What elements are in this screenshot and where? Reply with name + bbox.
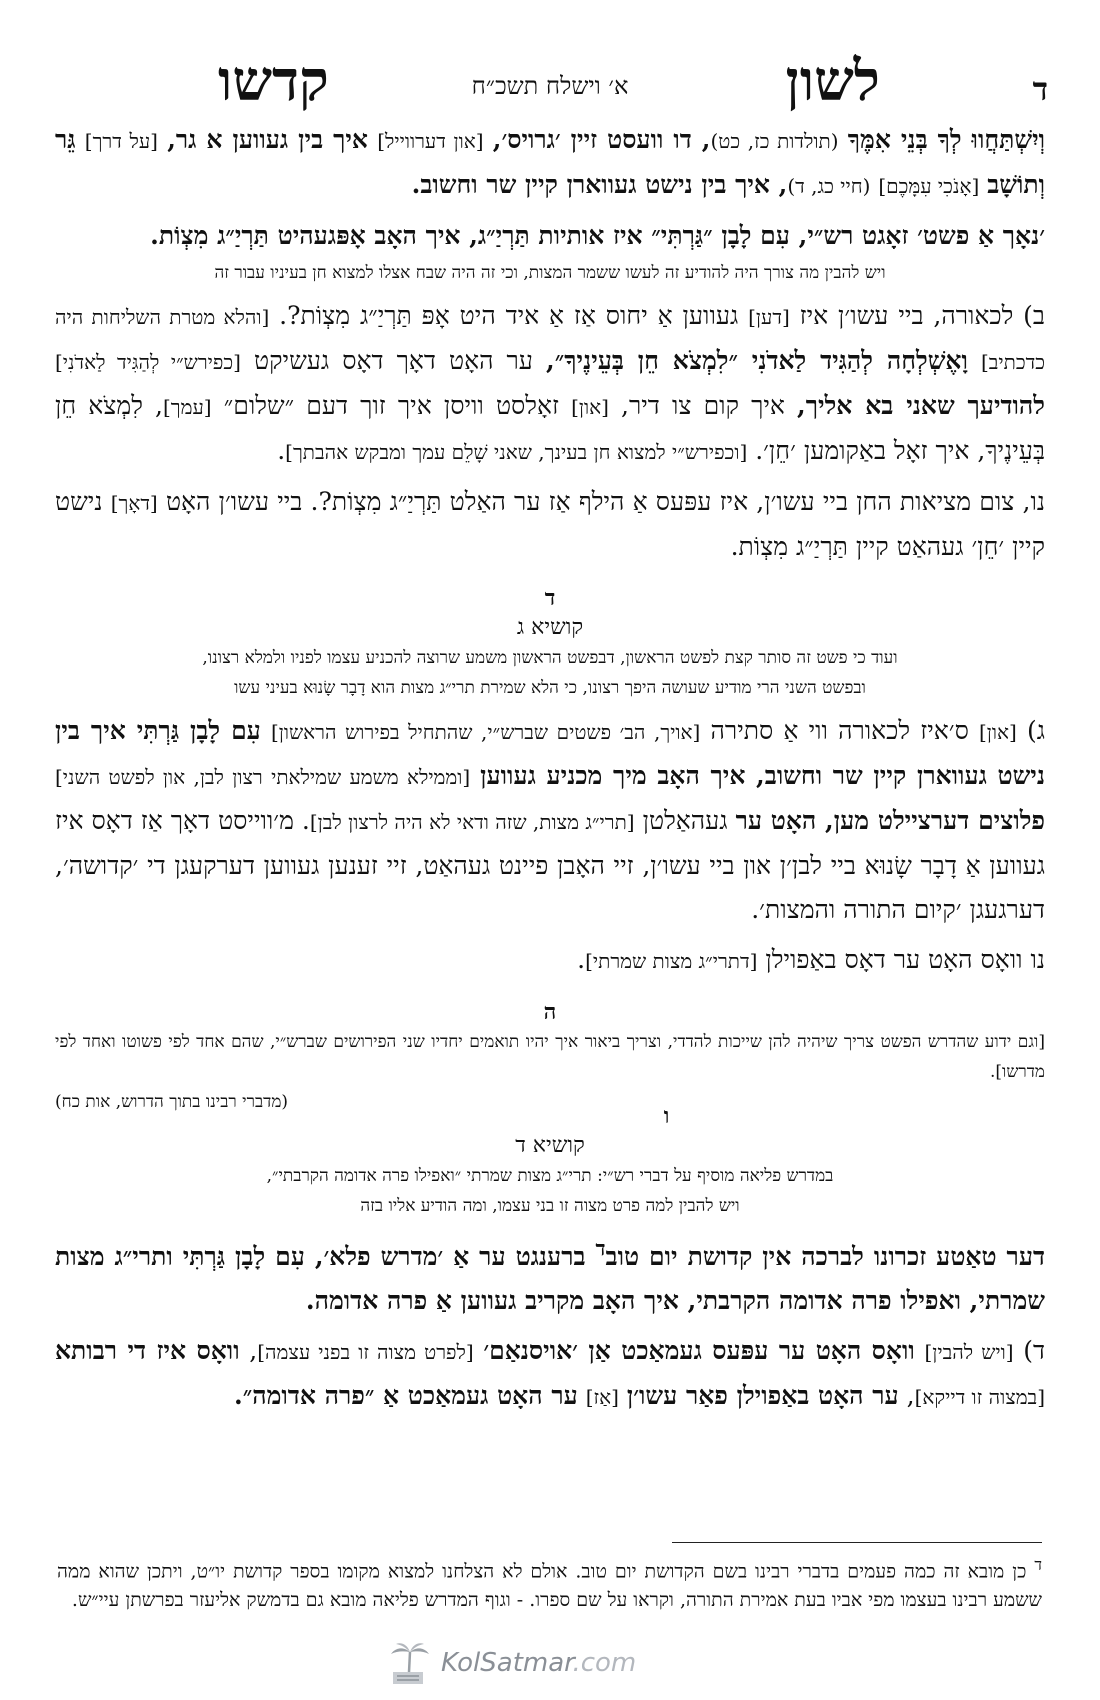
footnote: $^ד$ כן מובא זה כמה פעמים בדברי רבינו בשם הקדושת יום טוב. אולם לא הצלחנו למצוא מקומו בספר קדושת יו״ט, ויתכן שהוא ממה ששמע רבינו בעצמו מפי אביו בעת אמירת התורה, וקראו על שם ספרו. - וגוף המדרש פליאה מובא גם בדמשק אליעזר בפרשתן עיי״ש. [57, 1555, 1042, 1612]
question-heading: קושיא ד [515, 1133, 585, 1158]
footnote-divider [672, 1542, 1042, 1543]
paragraph: וְיִשְׁתַּחֲווּ לְךָ בְּנֵי אִמֶּךָ (תולדות כז, כט), דו וועסט זיין ׳גרויס׳, [און דערווייל] איך בין געווען א גר, [על דרך] גֵּר וְתוֹשָׁב [אָנֹכִי עִמָּכֶם] (חיי כג, ד), איך בין נישט געווארן קיין שר וחשוב. [55, 125, 1046, 199]
paragraph: ב) לכאורה, ביי עשו׳ן איז [דען] געווען אַ יחוס אַז אַ איד היט אָפּ תַּרְיַ״ג מִצְוֹת?. [והלא מטרת השליחות היה כדכתיב] וָאֶשְׁלְחָה לְהַגִּיד לַאדֹנִי ״לִמְצֹא חֵן בְּעֵינֶיךָ״, ער האָט דאָך דאָס געשיקט [כפירש״י לְהַגִּיד לַאדֹנִי] להודיעך שאני בא אליך, איך קום צו דיר, [און] זאָלסט וויסן איך זוך דעם ״שלום״ [עמך], לִמְצֹא חֵן בְּעֵינֶיךָ, איך זאָל באַקומען ׳חֵן׳. [וכפירש״י למצוא חן בעינך, שאני שָׁלֵם עמך ומבקש אהבתך]. [55, 301, 1046, 465]
note-line: במדרש פליאה מוסיף על דברי רש״י: תרי״ג מצות שמרתי ״ואפילו פרה אדומה הקרבתי״, [266, 1166, 834, 1186]
page-number: ד [1032, 70, 1048, 108]
logo-text: KolSatmar.com [441, 1648, 637, 1678]
question-heading: קושיא ג [516, 615, 584, 640]
main-text: וְיִשְׁתַּחֲווּ לְךָ בְּנֵי אִמֶּךָ (תולדות כז, כט), דו וועסט זיין ׳גרויס׳, [און דערווייל] איך בין געווען א גר, [על דרך] גֵּר וְתוֹשָׁב [אָנֹכִי עִמָּכֶם] (חיי כג, ד), איך בין נישט געווארן קיין שר וחשוב. ׳נאָך אַ פשט׳ זאָגט רש״י, עִם לָבָן ״גַּרְתִּי״ איז אותיות תַּרְיַ״ג, איך האָב אָפּגעהיט תַּרְיַ״ג מִצְוֹת. ויש להבין מה צורך היה להודיע זה לעשו ששמר המצות, וכי זה היה שבח אצלו למצוא חן בעיניו עבור זה ב) לכאורה, ביי עשו׳ן איז [דען] געווען אַ יחוס אַז אַ איד היט אָפּ תַּרְיַ״ג מִצְוֹת?. [והלא מטרת השליחות היה כדכתיב] וָאֶשְׁלְחָה לְהַגִּיד לַאדֹנִי ״לִמְצֹא חֵן בְּעֵינֶיךָ״, ער האָט דאָך דאָס געשיקט [כפירש״י לְהַגִּיד לַאדֹנִי] להודיעך שאני בא אליך, איך קום צו דיר, [און] זאָלסט וויסן איך זוך דעם ״שלום״ [עמך], לִמְצֹא חֵן בְּעֵינֶיךָ, איך זאָל באַקומען ׳חֵן׳. [וכפירש״י למצוא חן בעינך, שאני שָׁלֵם עמך ומבקש אהבתך]. נו, צום מציאות החן ביי עשו׳ן, איז עפּעס אַ הילף אַז ער האַלט תַּרְיַ״ג מִצְוֹת?. ביי עשו׳ן האָט [דאָך] נישט קיין ׳חֵן׳ געהאַט קיין תַּרְיַ״ג מִצְוֹת. ד קושיא ג ועוד כי פשט זה סותר קצת לפשט הראשון, דבפשט הראשון משמע שרוצה להכניע עצמו לפניו ולמלא רצונו, ובפשט השני הרי מודיע שעושה היפך רצונו, כי הלא שמירת תרי״ג מצות הוא דָבָר שָׂנוּא בעיני עשו ג) [און] ס׳איז לכאורה ווי אַ סתירה [אויך, הב׳ פשטים שברש״י, שהתחיל בפירוש הראשון] עִם לָבָן גַּרְתִּי איך בין נישט געווארן קיין שר וחשוב, איך האָב מיך מכניע געווען [וממילא משמע שמילאתי רצון לבן, און לפשט השני] פלוצים דערציילט מען, האָט ער געהאַלטן [תרי״ג מצות, שזה ודאי לא היה לרצון לבן]. מ׳ווייסט דאָך אַז דאָס איז געווען אַ דָבָר שָׂנוּא ביי לבן׳ן און ביי עשו׳ן, זיי האָבן פיינט געהאַט, זיי זענען געווען דערקעגן די ׳קדושה׳, דערגעגן ׳קיום התורה והמצות׳. נו וואָס האָט ער דאָס באַפוילן [דתרי״ג מצות שמרתי]. ה [וגם ידוע שהדרש הפשט צריך שיהיה להן שייכות להדדי, וצריך ביאור איך יהיו תואמים יחדיו שני הפירושים שברש״י, שהם אחד לפי פשוטו ואחד לפי מדרשו]. (מדברי רבינו בתוך הדרוש, אות כח) ו קושיא ד במדרש פליאה מוסיף על דברי רש״י: תרי״ג מצות שמרתי ״ואפילו פרה אדומה הקרבתי״, ויש להבין למה פרט מצוה זו בני עצמו, ומה הודיע אליו בזה דער טאַטע זכרונו לברכה אין קדושת יום טוב$^ד$ ברענגט ער אַ ׳מדרש פלא׳, עִם לָבָן גַּרְתִּי ותרי״ג מצות שמרתי, ואפילו פרה אדומה הקרבתי, איך האָב מקריב געווען אַ פרה אדומה. ד) [ויש להבין] וואָס האָט ער עפּעס געמאַכט אַן ׳אויסנאַם׳ [לפרט מצוה זו בפני עצמה], וואָס איז די רבותא [במצוה זו דייקא], ער האָט באַפוילן פאַר עשו׳ן [אַז] ער האָט געמאַכט אַ ״פרה אדומה״. [55, 112, 1045, 1419]
paragraph: נו וואָס האָט ער דאָס באַפוילן [דתרי״ג מצות שמרתי]. [577, 945, 1045, 974]
site-logo[interactable] [385, 1640, 645, 1688]
paragraph: דער טאַטע זכרונו לברכה אין קדושת יום טוב$^ד$ ברענגט ער אַ ׳מדרש פלא׳, עִם לָבָן גַּרְתִּי ותרי״ג מצות שמרתי, ואפילו פרה אדומה הקרבתי, איך האָב מקריב געווען אַ פרה אדומה. [55, 1236, 1045, 1316]
note-line: ועוד כי פשט זה סותר קצת לפשט הראשון, דבפשט הראשון משמע שרוצה להכניע עצמו לפניו ולמלא רצונו, [202, 648, 898, 668]
paragraph: ג) [און] ס׳איז לכאורה ווי אַ סתירה [אויך, הב׳ פשטים שברש״י, שהתחיל בפירוש הראשון] עִם לָבָן גַּרְתִּי איך בין נישט געווארן קיין שר וחשוב, איך האָב מיך מכניע געווען [וממילא משמע שמילאתי רצון לבן, און לפשט השני] פלוצים דערציילט מען, האָט ער געהאַלטן [תרי״ג מצות, שזה ודאי לא היה לרצון לבן]. מ׳ווייסט דאָך אַז דאָס איז געווען אַ דָבָר שָׂנוּא ביי לבן׳ן און ביי עשו׳ן, זיי האָבן פיינט געהאַט, זיי זענען געווען דערקעגן די ׳קדושה׳, דערגעגן ׳קיום התורה והמצות׳. [55, 716, 1046, 924]
section-number: ו [663, 1103, 670, 1129]
paragraph: ד) [ויש להבין] וואָס האָט ער עפּעס געמאַכט אַן ׳אויסנאַם׳ [לפרט מצוה זו בפני עצמה], וואָס איז די רבותא [במצוה זו דייקא], ער האָט באַפוילן פאַר עשו׳ן [אַז] ער האָט געמאַכט אַ ״פרה אדומה״. [55, 1336, 1046, 1411]
note-line: ויש להבין למה פרט מצוה זו בני עצמו, ומה הודיע אליו בזה [360, 1196, 740, 1216]
paragraph: נו, צום מציאות החן ביי עשו׳ן, איז עפּעס אַ הילף אַז ער האַלט תַּרְיַ״ג מִצְוֹת?. ביי עשו׳ן האָט [דאָך] נישט קיין ׳חֵן׳ געהאַט קיין תַּרְיַ״ג מִצְוֹת. [55, 487, 1045, 561]
running-header [0, 30, 1100, 114]
header-title-right: לשון [785, 48, 880, 114]
header-title-left: קדשו [218, 48, 329, 114]
section-number: ה [543, 999, 557, 1025]
note-line: ובפשט השני הרי מודיע שעושה היפך רצונו, כי הלא שמירת תרי״ג מצות הוא דָבָר שָׂנוּא בעיני עשו [234, 678, 866, 698]
palm-tree-icon [385, 1640, 433, 1688]
paragraph: ׳נאָך אַ פשט׳ זאָגט רש״י, עִם לָבָן ״גַּרְתִּי״ איז אותיות תַּרְיַ״ג, איך האָב אָפּגעהיט תַּרְיַ״ג מִצְוֹת. [150, 221, 1045, 250]
header-subtitle: א׳ וישלח תשכ״ח [471, 72, 629, 100]
note-line: [וגם ידוע שהדרש הפשט צריך שיהיה להן שייכות להדדי, וצריך ביאור איך יהיו תואמים יחדיו שני הפירושים שברש״י, שהם אחד לפי פשוטו ואחד לפי מדרשו]. [55, 1032, 1045, 1082]
section-number: ד [544, 585, 556, 611]
note-line: ויש להבין מה צורך היה להודיע זה לעשו ששמר המצות, וכי זה היה שבח אצלו למצוא חן בעיניו עבור זה [214, 263, 886, 283]
